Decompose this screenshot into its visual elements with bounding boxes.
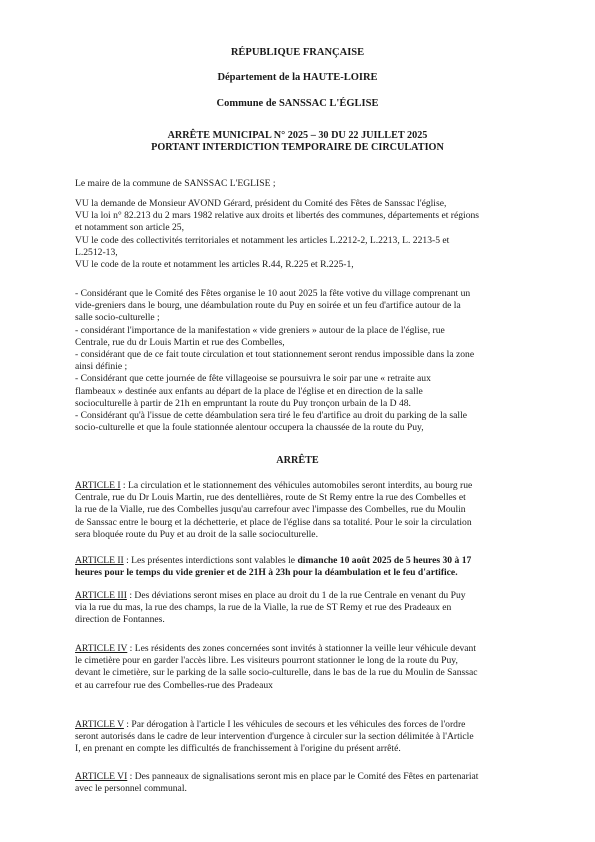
- article-1: [75, 480, 525, 541]
- decree-title: [0, 130, 595, 154]
- vu-line: VU le code de la route et notamment les articles R.44, R.225 et R.225-1,: [75, 259, 354, 271]
- article-text: : Les résidents des zones concernées sont invités à stationner la veille leur véhicule devant: [127, 643, 477, 654]
- article-text: : Des déviations seront mises en place au droit du 1 de la rue Centrale en venant du Puy: [126, 590, 466, 601]
- article-line: direction de Fontannes.: [75, 614, 165, 626]
- vu-line: VU le code des collectivités territoriales et notamment les articles L.2212-2, L.2213, L. 2213-5 et: [75, 234, 450, 246]
- article-line: la rue de la Vialle, rue des Combelles jusqu'au carrefour avec l'impasse des Combelles, rue du Moulin: [75, 504, 466, 516]
- header-commune: Commune de SANSSAC L'ÉGLISE: [216, 98, 379, 109]
- article-text: : La circulation et le stationnement des véhicules automobiles seront interdits, au bourg rue: [120, 480, 473, 491]
- decree-title-line-2: PORTANT INTERDICTION TEMPORAIRE DE CIRCULATION: [151, 142, 444, 153]
- vu-line: et notamment son article 25,: [75, 222, 184, 234]
- article-label: ARTICLE IV: [75, 643, 128, 654]
- article-line: [75, 771, 525, 783]
- arrete-heading: ARRÊTE: [276, 455, 319, 466]
- considerant-line: - considérant que de ce fait toute circulation et tout stationnement seront rendus impossible dans la zone: [75, 349, 475, 361]
- intro-paragraph: Le maire de la commune de SANSSAC L'EGLISE ;: [75, 178, 276, 189]
- article-line: et au carrefour rue des Combelles-rue des Pradeaux: [75, 679, 273, 691]
- article-label: ARTICLE VI: [75, 771, 128, 782]
- header-republic: RÉPUBLIQUE FRANÇAISE: [230, 47, 365, 58]
- article-label: ARTICLE III: [75, 590, 127, 601]
- article-line: sera bloquée route du Puy et au droit de la salle socioculturelle.: [75, 528, 318, 540]
- considerant-line: salle socio-culturelle ;: [75, 312, 160, 324]
- article-line: [75, 590, 525, 602]
- decree-title-line-1: ARRÊTE MUNICIPAL N° 2025 – 30 DU 22 JUILLET 2025: [167, 130, 428, 141]
- article-line: le cimetière pour en garder l'accès libre. Les visiteurs pourront stationner le long de la route du Puy,: [75, 655, 458, 667]
- vu-line: VU la loi n° 82.213 du 2 mars 1982 relative aux droits et libertés des communes, départements et régions: [75, 210, 480, 222]
- article-3: [75, 590, 525, 627]
- article-4: [75, 643, 525, 692]
- article-line: seront autorisés dans le cadre de leur intervention d'urgence à circuler sur la section délimitée à l'Article: [75, 731, 474, 743]
- considerant-line: - considérant l'importance de la manifestation « vide greniers » autour de la place de l'église, rue: [75, 324, 445, 336]
- vu-line: L.2512-13,: [75, 246, 118, 258]
- article-line: via la rue du mas, la rue des champs, la rue de la Vialle, la rue de ST Remy et rue des Pradeaux en: [75, 602, 452, 614]
- article-text: : Par dérogation à l'article I les véhicules de secours et les véhicules des forces de l'ordre: [123, 719, 466, 730]
- considerant-line: ainsi définie ;: [75, 361, 128, 373]
- article-2: [75, 555, 525, 579]
- article-line: Centrale, rue du Dr Louis Martin, rue des dentellières, route de St Remy entre la rue des Combelles et: [75, 492, 466, 504]
- considerant-line: - Considérant que le Comité des Fêtes organise le 10 aout 2025 la fête votive du village comprenant un: [75, 288, 471, 299]
- article-line: avec le personnel communal.: [75, 783, 187, 795]
- considerant-line: flambeaux » destinée aux enfants au départ de la place de l'église et en direction de la salle: [75, 385, 423, 397]
- header-department: Département de la HAUTE-LOIRE: [217, 72, 378, 83]
- article-label: ARTICLE II: [75, 555, 124, 566]
- considerant-line: vide-greniers dans le bourg, une déambulation route du Puy en soirée et un feu d'artifice autour de la: [75, 300, 461, 312]
- article-bold-hours: heures pour le temps du vide grenier et de 21H à 23h pour la déambulation et le feu d'artifice.: [75, 567, 458, 579]
- article-bold-date: dimanche 10 août 2025 de 5 heures 30 à 17: [297, 555, 472, 566]
- article-6: [75, 771, 525, 795]
- article-text: : Les présentes interdictions sont valables le: [123, 555, 298, 566]
- considerant-line: - Considérant que cette journée de fête villageoise se poursuivra le soir par une « retraite aux: [75, 373, 431, 385]
- considerants-section: [75, 288, 525, 434]
- considerant-line: socio-culturelle et que la foule stationnée alentour occupera la chaussée de la route du Puy,: [75, 422, 424, 434]
- article-line: [75, 719, 525, 731]
- considerant-line: socioculturelle à partir de 21h en empruntant la route du Puy tronçon urbain de la D 48.: [75, 397, 411, 409]
- article-line: devant le cimetière, sur le parking de la salle socio-culturelle, dans le bas de la rue du Moulin de Sanssac: [75, 667, 478, 679]
- article-5: [75, 719, 525, 756]
- article-line: [75, 555, 525, 567]
- considerant-line: - Considérant qu'à l'issue de cette déambulation sera tiré le feu d'artifice au droit du parking de la salle: [75, 410, 467, 422]
- article-line: de Sanssac entre le bourg et la déchetterie, et place de l'église dans sa totalité. Pour le soir la circulation: [75, 516, 472, 528]
- article-label: ARTICLE I: [75, 480, 121, 491]
- vu-line: VU la demande de Monsieur AVOND Gérard, président du Comité des Fêtes de Sanssac l'église,: [75, 198, 447, 209]
- article-line: I, en prenant en compte les difficultés de franchissement à l'origine du présent arrêté.: [75, 743, 401, 755]
- article-text: : Des panneaux de signalisations seront mis en place par le Comité des Fêtes en partenariat: [127, 771, 479, 782]
- article-label: ARTICLE V: [75, 719, 124, 730]
- article-line: [75, 643, 525, 655]
- vu-section: [75, 198, 525, 271]
- considerant-line: Centrale, rue du dr Louis Martin et rue des Combelles,: [75, 336, 285, 348]
- article-line: [75, 480, 525, 492]
